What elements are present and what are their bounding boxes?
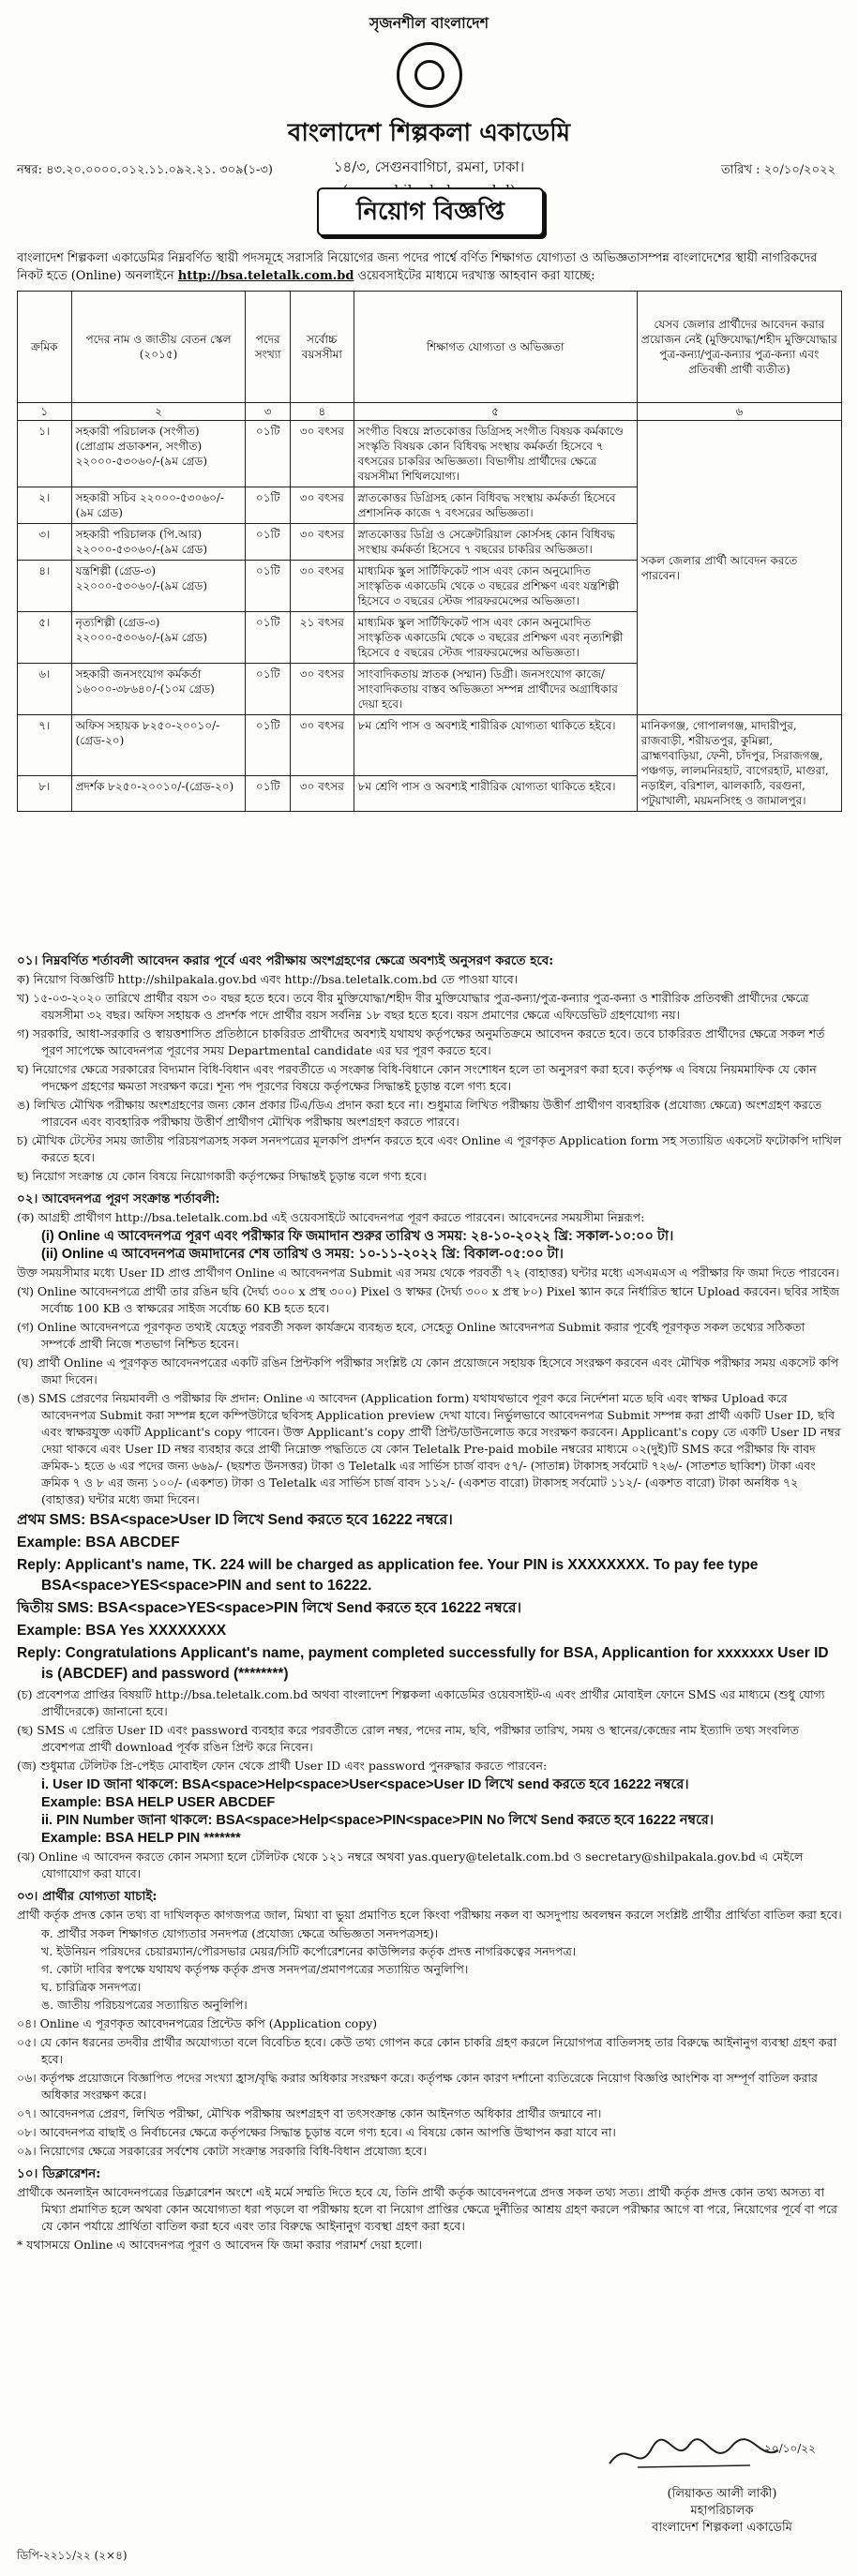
table-header-row bbox=[18, 292, 842, 403]
th-qualification: শিক্ষাগত যোগ্যতা ও অভিজ্ঞতা bbox=[354, 292, 637, 403]
org-name: বাংলাদেশ শিল্পকলা একাডেমি bbox=[287, 119, 571, 147]
apply-head: ০২। আবেদনপত্র পূরণ সংক্রান্ত শর্তাবলী: bbox=[17, 1191, 220, 1206]
apply-item: (গ) Online আবেদনপত্রে পূরণকৃত তথ্যই যেহেতু পরবর্তী সকল কার্যক্রমে ব্যবহৃত হবে, সেহেতু Online আবেদনপত্র Submit করার পূর্বেই পূরণকৃত সকল তথ্যের সঠিকতা সম্পর্কে প্রার্থী নিজে শতভাগ নিশ্চিত হবেন। bbox=[17, 1320, 805, 1351]
th-count: পদের সংখ্যা bbox=[246, 292, 290, 403]
advice-text: * যথাসময়ে Online এ আবেদনপত্র পূরণ ও আবেদন ফি জমা করার পরামর্শ দেয়া হলো। bbox=[17, 2238, 423, 2252]
cell-districts: সকল জেলার প্রার্থী আবেদন করতে পারবেন। bbox=[637, 421, 841, 715]
condition-item: ঙ) লিখিত মৌখিক পরীক্ষায় অংশগ্রহণের জন্য কোন প্রকার টিএ/ডিএ প্রদান করা হবে না। শুধুমাত্র লিখিত পরীক্ষায় উত্তীর্ণ প্রার্থীগণ ব্যবহারিক (প্রযোজ্য ক্ষেত্রে) অংশগ্রহণ করতে পারবেন এবং ব্যবহারিক পরীক্ষায় উত্তীর্ণ প্রার্থীগণ মৌখিক পরীক্ষায় অংশগ্রহণ করতে পারবে। bbox=[17, 1098, 822, 1129]
cell-districts: মানিকগঞ্জ, গোপালগঞ্জ, মাদারীপুর, রাজবাড়ী, শরীয়তপুর, কুমিল্লা, ব্রাহ্মণবাড়িয়া, ফেনী, চাঁদপুর, সিরাজগঞ্জ, পঞ্চগড়, লালমনিরহাট, বাগেরহাট, মাগুরা, নড়াইল, বরিশাল, ঝালকাঠি, বরগুনা, পটুয়াখালী, ময়মনসিংহ ও জামালপুর। bbox=[637, 715, 841, 812]
cell-post: যন্ত্রশিল্পী (গ্রেড-৩) ২২০০০-৫৩০৬০/-(৯ম গ্রেড) bbox=[71, 561, 246, 612]
cell-age: ৩০ বৎসর bbox=[290, 487, 354, 524]
intro-text-before: বাংলাদেশ শিল্পকলা একাডেমির নিম্নবর্ণিত স্থায়ী পদসমূহে সরাসরি নিয়োগের জন্য পদের পার্শ্বে বর্ণিত শিক্ষাগত যোগ্যতা ও অভিজ্ঞতাসম্পন্ন বাংলাদেশের স্থায়ী নাগরিকদের নিকট হতে (Online) অনলাইনে bbox=[17, 251, 818, 283]
eligibility-item: ঙ. জাতীয় পরিচয়পত্রের সত্যায়িত অনুলিপি। bbox=[41, 1998, 248, 2012]
col-number: ২ bbox=[71, 403, 246, 421]
table-row bbox=[18, 421, 842, 487]
recovery-example: Example: BSA HELP PIN ******* bbox=[41, 1831, 241, 1846]
cell-age: ২১ বৎসর bbox=[290, 612, 354, 664]
academy-logo-icon bbox=[397, 42, 462, 108]
apply-item: উক্ত সময়সীমার মধ্যে User ID প্রাপ্ত প্রার্থীগণ Online এ আবেদনপত্র Submit এর সময় থেকে পরবর্তী ৭২ (বাহাত্তর) ঘন্টার মধ্যে এসএমএস এ পরীক্ষার ফি জমা দিতে পারবেন। bbox=[17, 1266, 839, 1280]
cell-post: সহকারী পরিচালক (পি.আর) ২২০০০-৫৩০৬০/-(৯ম গ্রেড) bbox=[71, 524, 246, 561]
cell-count: ০১টি bbox=[246, 487, 290, 524]
cell-post: সহকারী সচিব ২২০০০-৫৩০৬০/-(৯ম গ্রেড) bbox=[71, 487, 246, 524]
col-number: ৪ bbox=[290, 403, 354, 421]
apply-item: (ঘ) প্রার্থী Online এ পূরণকৃত আবেদনপত্রের একটি রঙিন প্রিন্টকপি পরীক্ষার সংশ্লিষ্ট যে কোন প্রয়োজনে সহায়ক হিসেবে সংরক্ষণ করবেন এবং মৌখিক পরীক্ষার সময় একসেট কপি জমা দিবেন। bbox=[17, 1355, 839, 1386]
memo-number: নম্বর: ৪৩.২০.০০০০.০১২.১১.০৯২.২১. ৩০৯(১-৩) bbox=[17, 163, 273, 177]
conditions-section bbox=[17, 947, 842, 2255]
condition-item: চ) মৌখিক টেস্টের সময় জাতীয় পরিচয়পত্রসহ সকল সনদপত্রের মূলকপি প্রদর্শন করতে হবে এবং Online এ পূরণকৃত Application form সহ সত্যায়িত একসেট ফটোকপি দাখিল করতে হবে। bbox=[17, 1133, 842, 1164]
apply-item: (i) Online এ আবেদনপত্র পূরণ এবং পরীক্ষার ফি জমাদান শুরুর তারিখ ও সময়: ২৪-১০-২০২২ খ্রি: সকাল-১০:০০ টা। bbox=[41, 1229, 674, 1244]
cell-qualification: সংগীত বিষয়ে স্নাতকোত্তর ডিগ্রিসহ সংগীত বিষয়ক কর্মকাণ্ডে সংস্কৃতি বিষয়ক কোন বিধিবদ্ধ সংস্থায় কর্মকর্তা হিসেবে ৭ বৎসরের চাকরির অভিজ্ঞতা। বিভাগীয় প্রার্থীদের ক্ষেত্রে বয়সসীমা শিথিলযোগ্য। bbox=[354, 421, 637, 487]
th-age: সর্বোচ্চ বয়সসীমা bbox=[290, 292, 354, 403]
eligibility-item: ঘ. চারিত্রিক সনদপত্র। bbox=[41, 1980, 142, 1994]
cell-count: ০১টি bbox=[246, 561, 290, 612]
th-serial: ক্রমিক bbox=[18, 292, 72, 403]
signatory-designation: মহাপরিচালক bbox=[690, 2504, 754, 2518]
conditions-lead: ০১। নিম্নবর্ণিত শর্তাবলী আবেদন করার পূর্বে এবং পরীক্ষায় অংশগ্রহণের ক্ষেত্রে অবশ্যই অনুসরণ করতে হবে: bbox=[17, 953, 554, 968]
sms-reply: Reply: Congratulations Applicant's name, payment completed successfully for BSA, Applicantion for xxxxxxx User ID is (ABCDEF) and password (********) bbox=[17, 1645, 829, 1682]
cell-qualification: ৮ম শ্রেণি পাস ও অবশ্যই শারীরিক যোগ্যতা থাকিতে হইবে। bbox=[354, 775, 637, 811]
condition-item: খ) ১৫-০৩-২০২০ তারিখে প্রার্থীর বয়স ৩০ বছর হতে হবে। তবে বীর মুক্তিযোদ্ধা/শহীদ বীর মুক্তিযোদ্ধার পুত্র-কন্যা/পুত্র-কন্যার পুত্র-কন্যা ও শারীরিক প্রতিবন্ধী প্রার্থীদের ক্ষেত্রে বয়সসীমা ৩২ বছর। অফিস সহায়ক ও প্রদর্শক পদে প্রার্থীর বয়স সর্বনিম্ন ১৮ বছর হতে হবে। বয়স প্রমাণের ক্ষেত্রে এফিডেভিট গ্রহণযোগ্য নয়। bbox=[17, 991, 809, 1022]
cell-post: সহকারী পরিচালক (সংগীত) (প্রোগ্রাম প্রডাকশন, সংগীত) ২২০০০-৫৩০৬০/-(৯ম গ্রেড) bbox=[71, 421, 246, 487]
intro-paragraph bbox=[17, 249, 842, 285]
org-address: ১৪/৩, সেগুনবাগিচা, রমনা, ঢাকা। bbox=[333, 158, 525, 175]
condition-item: ক) নিয়োগ বিজ্ঞপ্তিটি http://shilpakala.gov.bd এবং http://bsa.teletalk.com.bd তে পাওয়া যাবে। bbox=[17, 972, 519, 986]
cell-count: ০১টি bbox=[246, 524, 290, 561]
signatory-name: (লিয়াকত আলী লাকী) bbox=[667, 2487, 777, 2501]
cell-count: ০১টি bbox=[246, 612, 290, 664]
cell-qualification: স্নাতকোত্তর ডিগ্রি ও সেক্রেটারিয়াল কোর্সসহ কোন বিধিবদ্ধ সংস্থায় কর্মকর্তা হিসেবে ৭ বছরের চাকরির অভিজ্ঞতা। bbox=[354, 524, 637, 561]
col-number: ৩ bbox=[246, 403, 290, 421]
apply-item: (ঙ) SMS প্রেরণের নিয়মাবলী ও পরীক্ষার ফি প্রদান: Online এ আবেদন (Application form) যথাযথভাবে পূরণ করে নির্দেশনা মতে ছবি এবং স্বাক্ষর Upload করে আবেদনপত্র Submit করা সম্পন্ন হলে কম্পিউটারে ছবিসহ Application preview দেখা যাবে। নির্ভুলভাবে আবেদনপত্র Submit সম্পন্ন করা প্রার্থী একটি User ID, ছবি এবং স্বাক্ষরযুক্ত একটি Applicant's copy পাবেন। উক্ত Applicant's copy প্রার্থী প্রিন্ট/ডাউনলোড করে সংরক্ষণ করবেন। Applicant's copy তে একটি User ID নম্বর দেয়া থাকবে এবং User ID নম্বর ব্যবহার করে প্রার্থী নিম্নোক্ত পদ্ধতিতে যে কোন Teletalk Pre-paid mobile নম্বরের মাধ্যমে ০২(দুই)টি SMS করে পরীক্ষার ফি বাবদ ক্রমিক-১ হতে ৬ এর পদের জন্য ৬৬৯/- (ছয়শত উনসত্তর) টাকা ও Teletalk এর সার্ভিস চার্জ বাবদ ৫৭/- (সাতান্ন) টাকাসহ সর্বমোট ৭২৬/- (সাতশত ছাব্বিশ) টাকা এবং ক্রমিক ৭ ও ৮ এর জন্য ১০০/- (একশত) টাকা ও Teletalk এর সার্ভিস চার্জ বাবদ ১১২/- (একশত বারো) টাকাসহ সর্বমোট ১১২/- (একশত বারো) টাকা অনধিক ৭২ (বাহাত্তর) ঘন্টার মধ্যে জমা দিবেন। bbox=[17, 1391, 841, 1506]
extra-item: ০৭। আবেদনপত্র প্রেরণ, লিখিত পরীক্ষা, মৌখিক পরীক্ষায় অংশগ্রহণ বা তৎসংক্রান্ত কোন আইনগত অধিকার প্রার্থীর জন্মাবে না। bbox=[17, 2106, 602, 2120]
cell-age: ৩০ বৎসর bbox=[290, 524, 354, 561]
extra-item: ০৯। নিয়োগের ক্ষেত্রে সরকারের সর্বশেষ কোটা সংক্রান্ত সরকারি বিধি-বিধান প্রযোজ্য হবে। bbox=[17, 2144, 427, 2158]
condition-item: গ) সরকারি, আধা-সরকারি ও স্বায়ত্তশাসিত প্রতিষ্ঠানে চাকরিরত প্রার্থীদের অবশ্যই যথাযথ কর্তৃপক্ষের অনুমতিক্রমে আবেদন করতে হবে। তবে চাকরিরত প্রার্থীদের ক্ষেত্রে সকল শর্ত পূরণ সাপেক্ষে আবেদনপত্র পূরণের সময় Departmental candidate এর ঘর পূরণ করতে হবে। bbox=[17, 1026, 825, 1057]
sms-instruction: দ্বিতীয় SMS: BSA<space>YES<space>PIN লিখে Send করতে হবে 16222 নম্বরে। bbox=[17, 1600, 522, 1616]
condition-item: ঘ) নিয়োগের ক্ষেত্রে সরকারের বিদ্যমান বিধি-বিধান এবং পরবর্তীতে এ সংক্রান্ত বিধি-বিধানে কোন সংশোধন হলে তা অনুসরণ করা হবে। কর্তৃপক্ষ এ বিষয়ে নিয়মমাফিক যে কোন পদক্ষেপ গ্রহণের ক্ষমতা সংরক্ষণ করে। শূন্য পদ পূরণের বিষয়ে কর্তৃপক্ষের সিদ্ধান্তই চূড়ান্ত বলে গণ্য হবে। bbox=[17, 1062, 817, 1093]
eligibility-item: খ. ইউনিয়ন পরিষদের চেয়ারম্যান/পৌরসভার মেয়র/সিটি কর্পোরেশনের কাউন্সিলর কর্তৃক প্রদত্ত নাগরিকত্বের সনদপত্র। bbox=[41, 1944, 577, 1958]
cell-count: ০১টি bbox=[246, 421, 290, 487]
cell-count: ০১টি bbox=[246, 775, 290, 811]
cell-post: নৃত্যশিল্পী (গ্রেড-৩) ২২০০০-৫৩০৬০/-(৯ম গ্রেড) bbox=[71, 612, 246, 664]
signatory-org: বাংলাদেশ শিল্পকলা একাডেমি bbox=[652, 2521, 792, 2535]
cell-serial: ১। bbox=[18, 421, 72, 487]
apply-item: (ক) আগ্রহী প্রার্থীগণ http://bsa.teletalk.com.bd এই ওয়েবসাইটে আবেদনপত্র পূরণ করতে পারবেন। আবেদনের সময়সীমা নিম্নরূপ: bbox=[17, 1210, 645, 1224]
cell-age: ৩০ বৎসর bbox=[290, 561, 354, 612]
cell-serial: ৫। bbox=[18, 612, 72, 664]
sms-example: Example: BSA Yes XXXXXXXX bbox=[17, 1623, 227, 1639]
th-districts: যেসব জেলার প্রার্থীদের আবেদন করার প্রয়োজন নেই (মুক্তিযোদ্ধা/শহীদ মুক্তিযোদ্ধার পুত্র-কন্যা/পুত্র-কন্যার পুত্র-কন্যা এবং প্রতিবন্ধী প্রার্থী ব্যতীত) bbox=[637, 292, 841, 403]
cell-post: সহকারী জনসংযোগ কর্মকর্তা ১৬০০০-৩৮৬৪০/-(১০ম গ্রেড) bbox=[71, 664, 246, 715]
recovery-example: Example: BSA HELP USER ABCDEF bbox=[41, 1795, 276, 1810]
declaration-head: ১০। ডিক্লারেশন: bbox=[17, 2166, 101, 2181]
intro-link[interactable]: http://bsa.teletalk.com.bd bbox=[177, 269, 354, 283]
cell-serial: ৩। bbox=[18, 524, 72, 561]
cell-qualification: মাধ্যমিক স্কুল সার্টিফিকেট পাস এবং কোন অনুমোদিত সাংস্কৃতিক একাডেমি থেকে ৩ বছরের প্রশিক্ষণ এবং যন্ত্রশিল্পী হিসেবে ৩ বছরের স্টেজ পারফরমেন্সের অভিজ্ঞতা। bbox=[354, 561, 637, 612]
extra-item: ০৫। যে কোন ধরনের তদবীর প্রার্থীর অযোগ্যতা বলে বিবেচিত হবে। কেউ তথ্য গোপন করে কোন চাকরি গ্রহণ করলে নিয়োগপত্র বাতিলসহ তার বিরুদ্ধে আইনানুগ ব্যবস্থা গ্রহণ করা হবে। bbox=[17, 2035, 837, 2066]
declaration-text: প্রার্থীকে অনলাইন আবেদনপত্রের ডিক্লারেশন অংশে এই মর্মে সম্মতি দিতে হবে যে, তিনি প্রার্থী কর্তৃক আবেদনপত্রে প্রদত্ত সকল তথ্য সত্য। প্রার্থী কর্তৃক প্রদত্ত কোন তথ্য অসত্য বা মিথ্যা প্রমাণিত হলে অথবা কোন অযোগ্যতা ধরা পড়লে বা পরীক্ষায় হলে বা নিয়োগ প্রাপ্তির ক্ষেত্রে দুর্নীতির আশ্রয় গ্রহণ করলে পরীক্ষার আগে বা পরে, নিয়োগের পূর্বে বা পরে যে কোন পর্যায়ে প্রার্থিতা বাতিল করা হবে এবং তার বিরুদ্ধে আইনানুগ ব্যবস্থা গ্রহণ করা হবে। bbox=[17, 2185, 837, 2233]
cell-post: অফিস সহায়ক ৮২৫০-২০০১০/-(গ্রেড-২০) bbox=[71, 715, 246, 776]
sms-instruction: প্রথম SMS: BSA<space>User ID লিখে Send করতে হবে 16222 নম্বরে। bbox=[17, 1512, 453, 1528]
th-post: পদের নাম ও জাতীয় বেতন স্কেল (২০১৫) bbox=[71, 292, 246, 403]
col-number: ১ bbox=[18, 403, 72, 421]
cell-count: ০১টি bbox=[246, 664, 290, 715]
condition-item: ছ) নিয়োগ সংক্রান্ত যে কোন বিষয়ে নিয়োগকারী কর্তৃপক্ষের সিদ্ধান্তই চূড়ান্ত বলে গণ্য হবে। bbox=[17, 1169, 427, 1183]
col-number: ৫ bbox=[354, 403, 637, 421]
cell-serial: ২। bbox=[18, 487, 72, 524]
signature-icon bbox=[600, 2428, 788, 2479]
cell-qualification: ৮ম শ্রেণি পাস ও অবশ্যই শারীরিক যোগ্যতা থাকিতে হইবে। bbox=[354, 715, 637, 776]
cell-age: ৩০ বৎসর bbox=[290, 775, 354, 811]
contact-item: (ঝ) Online এ আবেদন করতে কোন সমস্যা হলে টেলিটক থেকে ১২১ নম্বরে অথবা yas.query@teletalk.com.bd ও secretary@shilpakala.gov.bd এ মেইলে যোগাযোগ করা যাবে। bbox=[17, 1850, 804, 1880]
cell-age: ৩০ বৎসর bbox=[290, 715, 354, 776]
cell-serial: ৭। bbox=[18, 715, 72, 776]
eligibility-head: ০৩। প্রার্থীর যোগ্যতা যাচাই: bbox=[17, 1889, 158, 1904]
notice-title: নিয়োগ বিজ্ঞপ্তি bbox=[317, 187, 544, 236]
cell-qualification: সাংবাদিকতায় স্নাতক (সম্মান) ডিগ্রী। জনসংযোগ কাজে/ সাংবাদিকতায় বাস্তব অভিজ্ঞতা সম্পন্ন প্রার্থীদের অগ্রাধিকার দেয়া হবে। bbox=[354, 664, 637, 715]
cell-serial: ৮। bbox=[18, 775, 72, 811]
apply-item: (খ) Online আবেদনপত্রে প্রার্থী তার রঙিন ছবি (দৈর্ঘ্য ৩০০ x প্রস্থ ৩০০) Pixel ও স্বাক্ষর (দৈর্ঘ্য ৩০০ x প্রস্থ ৮০) Pixel স্ক্যান করে নির্ধারিত স্থানে Upload করবেন। ছবির সাইজ সর্বোচ্চ 100 KB ও স্বাক্ষরের সাইজ সর্বোচ্চ 60 KB হতে হবে। bbox=[17, 1284, 840, 1315]
extra-item: ০৪। Online এ পূরণকৃত আবেদনপত্রের প্রিন্টেড কপি (Application copy) bbox=[17, 2016, 378, 2030]
apply-item: (জ) শুধুমাত্র টেলিটক প্রি-পেইড মোবাইল ফোন থেকে প্রার্থী User ID এবং password পুনরুদ্ধার করতে পারবেন: bbox=[17, 1759, 548, 1773]
cell-age: ৩০ বৎসর bbox=[290, 421, 354, 487]
cell-qualification: স্নাতকোত্তর ডিগ্রিসহ কোন বিধিবদ্ধ সংস্থায় কর্মকর্তা হিসেবে প্রশাসনিক কাজে ৭ বৎসরের অভিজ্ঞতা। bbox=[354, 487, 637, 524]
eligibility-item: ক. প্রার্থীর সকল শিক্ষাগত যোগ্যতার সনদপত্র (প্রযোজ্য ক্ষেত্রে অভিজ্ঞতা সনদপত্রসহ)। bbox=[41, 1926, 439, 1940]
cell-age: ৩০ বৎসর bbox=[290, 664, 354, 715]
col-number: ৬ bbox=[637, 403, 841, 421]
extra-item: ০৬। কর্তৃপক্ষ প্রয়োজনে বিজ্ঞাপিত পদের সংখ্যা হ্রাস/বৃদ্ধি করার অধিকার সংরক্ষণ করে। কর্তৃপক্ষ কোন কারণ দর্শানো ব্যতিরেকে নিয়োগ বিজ্ঞপ্তি আংশিক বা সম্পূর্ণ বাতিল করার অধিকার সংরক্ষণ করে। bbox=[17, 2071, 818, 2102]
cell-serial: ৬। bbox=[18, 664, 72, 715]
eligibility-item: প্রার্থী কর্তৃক প্রদত্ত কোন তথ্য বা দাখিলকৃত কাগজপত্র জাল, মিথ্যা বা ভুয়া প্রমাণিত হলে কিংবা পরীক্ষায় নকল বা অসদুপায় অবলম্বন করলে সংশ্লিষ্ট প্রার্থীর প্রার্থিতা বাতিল করা হবে। bbox=[17, 1908, 842, 1922]
table-number-row bbox=[18, 403, 842, 421]
sms-example: Example: BSA ABCDEF bbox=[17, 1535, 180, 1550]
cell-serial: ৪। bbox=[18, 561, 72, 612]
signature-date: ২০/১০/২২ bbox=[764, 2442, 816, 2455]
apply-item: (ছ) SMS এ প্রেরিত User ID এবং password ব্যবহার করে পরবর্তীতে রোল নম্বর, পদের নাম, ছবি, পরীক্ষার তারিখ, সময় ও স্থানের/কেন্দ্রের নাম ইত্যাদি তথ্য সংবলিত প্রবেশপত্র প্রার্থী download পূর্বক রঙিন প্রিন্ট করে নিবেন। bbox=[17, 1723, 800, 1754]
apply-item: (ii) Online এ আবেদনপত্র জমাদানের শেষ তারিখ ও সময়: ১০-১১-২০২২ খ্রি: বিকাল-০৫:০০ টা। bbox=[41, 1247, 564, 1262]
cell-post: প্রদর্শক ৮২৫০-২০০১০/-(গ্রেড-২০) bbox=[71, 775, 246, 811]
signatory-block bbox=[638, 2486, 806, 2537]
footer-code: ডিপি-২২১১/২২ (২×৪) bbox=[17, 2549, 128, 2562]
table-row bbox=[18, 715, 842, 776]
intro-text-after: ওয়েবসাইটের মাধ্যমে দরখাস্ত আহবান করা যাচ্ছে: bbox=[357, 269, 595, 283]
apply-item: (চ) প্রবেশপত্র প্রাপ্তির বিষয়টি http://bsa.teletalk.com.bd অথবা বাংলাদেশ শিল্পকলা একাডেমির ওয়েবসাইট-এ এবং প্রার্থীর মোবাইল ফোনে SMS এর মাধ্যমে (শুধু যোগ্য প্রার্থীদেরকে) জানানো হবে। bbox=[17, 1687, 825, 1718]
extra-item: ০৮। আবেদনপত্র বাছাই ও নির্বাচনের ক্ষেত্রে কর্তৃপক্ষের সিদ্ধান্ত চূড়ান্ত বলে গণ্য হবে। এ বিষয়ে কোন আপত্তি উত্থাপন করা যাবে না। bbox=[17, 2125, 616, 2139]
notice-date: তারিখ : ২০/১০/২০২২ bbox=[721, 163, 835, 177]
cell-qualification: মাধ্যমিক স্কুল সার্টিফিকেট পাস এবং কোন অনুমোদিত সাংস্কৃতিক একাডেমি থেকে ৩ বছরের প্রশিক্ষণ এবং নৃত্যশিল্পী হিসেবে ৫ বছরের স্টেজ পারফরমেন্সের অভিজ্ঞতা। bbox=[354, 612, 637, 664]
posts-table bbox=[17, 291, 842, 812]
recovery-instruction: ii. PIN Number জানা থাকলে: BSA<space>Help<space>PIN<space>PIN No লিখে Send করতে হবে 16222 নম্বরে। bbox=[41, 1813, 715, 1828]
eligibility-item: গ. কোটা দাবির স্বপক্ষে যথাযথ কর্তৃপক্ষ কর্তৃক প্রদত্ত সনদপত্র/প্রমাণপত্রের সত্যায়িত অনুলিপি। bbox=[41, 1962, 469, 1976]
cell-count: ০১টি bbox=[246, 715, 290, 776]
recovery-instruction: i. User ID জানা থাকলে: BSA<space>Help<space>User<space>User ID লিখে send করতে হবে 16222 নম্বরে। bbox=[41, 1777, 689, 1792]
slogan: সৃজনশীল বাংলাদেশ bbox=[369, 14, 489, 32]
sms-reply: Reply: Applicant's name, TK. 224 will be charged as application fee. Your PIN is XXXXXXXX. To pay fee type BSA<space>YES<space>PIN and sent to 16222. bbox=[17, 1557, 759, 1594]
